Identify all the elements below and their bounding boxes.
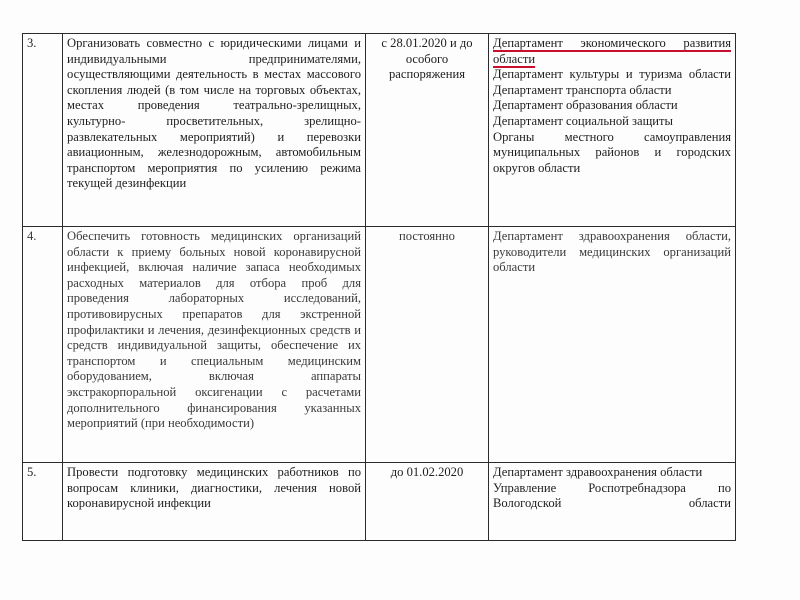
deadline: постоянно	[366, 227, 489, 463]
deadline: до 01.02.2020	[366, 463, 489, 541]
action-plan-table	[22, 33, 736, 541]
task-description: Обеспечить готовность медицинских организаций области к приему больных новой коронавирусной инфекцией, включая наличие запаса необходимых расходных материалов для отбора проб для проведения лабораторных исследований, противовирусных препаратов для экстренной профилактики и лечения, дезинфекционных средств и средств индивидуальной защиты, обеспечение их транспортом и специальным медицинским оборудованием, включая аппараты экстракорпоральной оксигенации с расчетами дополнительного финансирования указанных мероприятий (при необходимости)	[63, 227, 366, 463]
executor-item: Департамент культуры и туризма области	[493, 67, 731, 82]
executor-item: Департамент транспорта области	[493, 82, 672, 97]
executor-item: Департамент образования области	[493, 98, 678, 113]
task-description: Провести подготовку медицинских работников по вопросам клиники, диагностики, лечения новой коронавирусной инфекции	[63, 463, 366, 541]
executor-item: Департамент экономического развития области	[493, 36, 731, 66]
executors-cell	[489, 463, 736, 541]
row-number: 3.	[23, 34, 63, 227]
table-row	[23, 463, 736, 541]
row-number: 5.	[23, 463, 63, 541]
table-row	[23, 34, 736, 227]
executors-cell	[489, 34, 736, 227]
table-row	[23, 227, 736, 463]
row-number: 4.	[23, 227, 63, 463]
executor-item: Департамент здравоохранения области	[493, 465, 703, 479]
executor-item: Управление Роспотребнадзора по Вологодской области	[493, 480, 731, 511]
executor-item: Департамент социальной защиты	[493, 113, 673, 128]
executor-item: Департамент здравоохранения области, руководители медицинских организаций области	[493, 229, 731, 275]
deadline: с 28.01.2020 и до особого распоряжения	[366, 34, 489, 227]
task-description: Организовать совместно с юридическими лицами и индивидуальными предпринимателями, осуществляющими деятельность в местах массового скопления людей (в том числе на торговых объектах, местах проведения театрально-зрелищных, культурно- просветительных, зрелищно-развлекательных мероприятий) и перевозки авиационным, железнодорожным, автомобильным транспортом мероприятия по усилению режима текущей дезинфекции	[63, 34, 366, 227]
executor-item: Органы местного самоуправления муниципальных районов и городских округов области	[493, 129, 731, 175]
executors-cell	[489, 227, 736, 463]
